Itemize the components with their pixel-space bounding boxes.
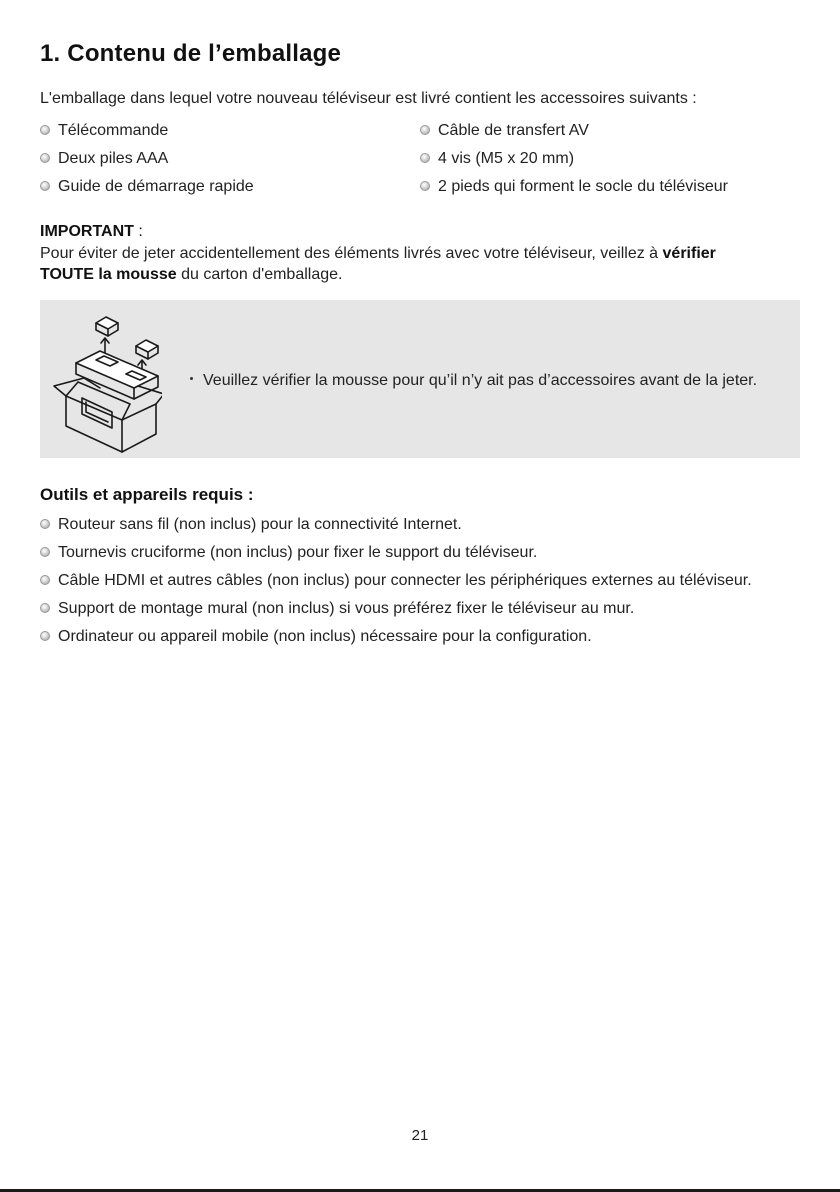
contents-item (40, 176, 400, 204)
bullet-icon (40, 603, 50, 613)
tools-item (40, 626, 820, 654)
tools-item-label: Câble HDMI et autres câbles (non inclus) pour connecter les périphériques externes au téléviseur. (58, 572, 752, 589)
important-colon: : (133, 223, 143, 240)
bullet-icon (420, 153, 430, 163)
tools-item (40, 514, 820, 542)
contents-item-label: Câble de transfert AV (438, 122, 589, 139)
important-text-after: du carton d'emballage. (176, 266, 343, 283)
contents-item (40, 148, 400, 176)
foam-notice-label: Veuillez vérifier la mousse pour qu’il n’y ait pas d’accessoires avant de la jeter. (203, 372, 758, 389)
bullet-icon (40, 575, 50, 585)
contents-item-label: Guide de démarrage rapide (58, 178, 254, 195)
bullet-icon (40, 181, 50, 191)
page-number: 21 (411, 1127, 429, 1144)
tools-item (40, 542, 820, 570)
intro-paragraph: L'emballage dans lequel votre nouveau téléviseur est livré contient les accessoires suivants : (40, 90, 697, 107)
tools-item (40, 570, 820, 598)
tools-item-label: Support de montage mural (non inclus) si vous préférez fixer le téléviseur au mur. (58, 600, 635, 617)
bullet-icon (40, 547, 50, 557)
bullet-icon (420, 125, 430, 135)
important-emphasis-foam: TOUTE la mousse (40, 266, 177, 283)
important-emphasis-verify: vérifier (662, 245, 716, 262)
contents-list-right (420, 120, 780, 204)
tools-list (40, 514, 820, 654)
bullet-icon (40, 631, 50, 641)
tools-heading: Outils et appareils requis : (40, 485, 254, 504)
tools-item-label: Ordinateur ou appareil mobile (non inclus) nécessaire pour la configuration. (58, 628, 592, 645)
contents-item (420, 148, 780, 176)
important-text-before: Pour éviter de jeter accidentellement des éléments livrés avec votre téléviseur, veillez à (40, 245, 663, 262)
bullet-icon (40, 519, 50, 529)
contents-item-label: 2 pieds qui forment le socle du téléviseur (438, 178, 728, 195)
page-title: 1. Contenu de l’emballage (40, 40, 342, 67)
contents-item (420, 176, 780, 204)
tools-item-label: Tournevis cruciforme (non inclus) pour fixer le support du téléviseur. (58, 544, 538, 561)
foam-notice-box (40, 300, 800, 458)
important-heading (40, 223, 143, 241)
tools-item-label: Routeur sans fil (non inclus) pour la connectivité Internet. (58, 516, 462, 533)
important-paragraph (40, 243, 810, 285)
packaging-box-icon (46, 308, 162, 454)
contents-item-label: Deux piles AAA (58, 150, 169, 167)
bullet-icon (40, 125, 50, 135)
tools-item (40, 598, 820, 626)
contents-list-left (40, 120, 400, 204)
contents-item (40, 120, 400, 148)
contents-item (420, 120, 780, 148)
foam-notice-text (190, 372, 757, 390)
bullet-icon (40, 153, 50, 163)
contents-item-label: 4 vis (M5 x 20 mm) (438, 150, 575, 167)
bullet-icon (420, 181, 430, 191)
contents-item-label: Télécommande (58, 122, 169, 139)
dot-bullet-icon (190, 377, 193, 380)
important-label: IMPORTANT (40, 223, 134, 240)
